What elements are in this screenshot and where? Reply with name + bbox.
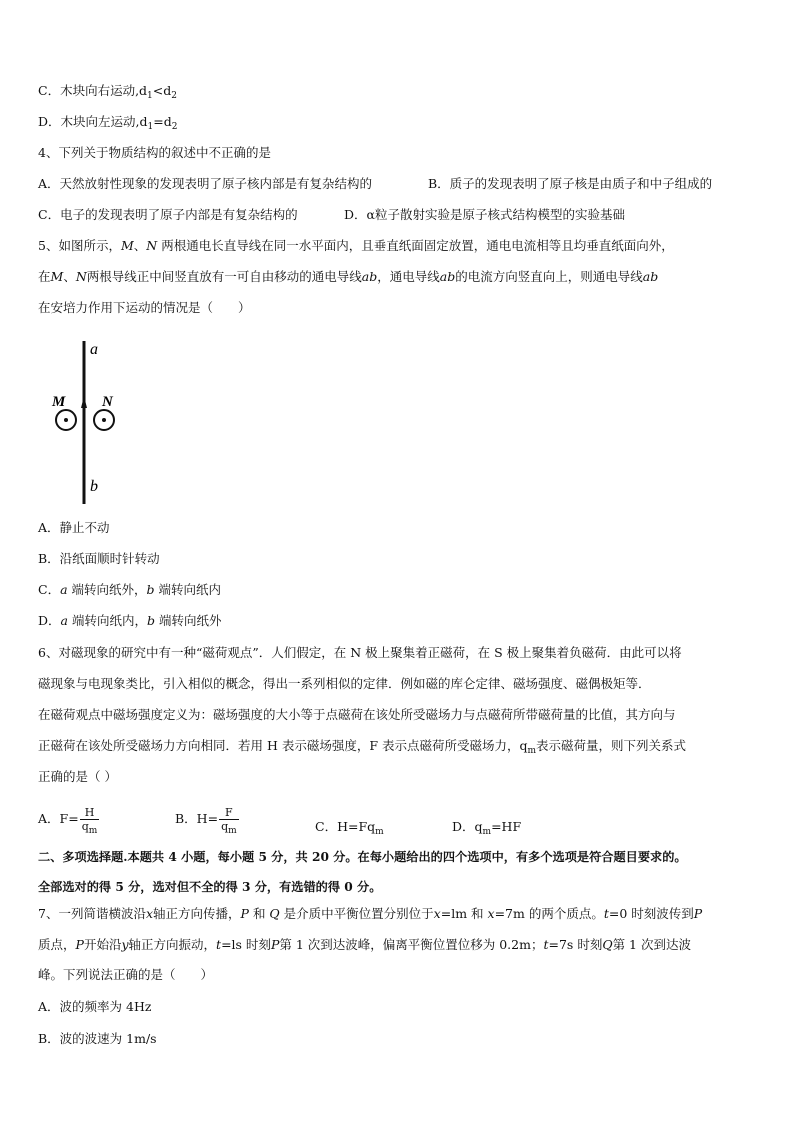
q6-stem-line4: 正磁荷在该处所受磁场力方向相同．若用 H 表示磁场强度，F 表示点磁荷所受磁场力，$q_m$表示磁荷量，则下列关系式 bbox=[38, 738, 687, 756]
q5-stem-line2: 在M、N两根导线正中间竖直放有一可自由移动的通电导线ab，通电导线ab的电流方向竖直向上，则通电导线ab bbox=[38, 269, 659, 284]
q5-stem-line1: 5、如图所示，M、N 两根通电长直导线在同一水平面内，且垂直纸面固定放置，通电电流相等且均垂直纸面向外， bbox=[38, 238, 674, 253]
q4-stem: 4、下列关于物质结构的叙述中不正确的是 bbox=[38, 145, 271, 160]
q5-figure bbox=[46, 336, 126, 508]
q7-option-b: B．波的波速为 1m/s bbox=[38, 1031, 157, 1046]
q6-option-c: C．$H=Fq_m$ bbox=[315, 819, 384, 837]
label-b: b bbox=[90, 478, 98, 495]
q4-option-b: B．质子的发现表明了原子核是由质子和中子组成的 bbox=[428, 176, 713, 191]
q5-stem-line3: 在安培力作用下运动的情况是（ ） bbox=[38, 300, 251, 315]
prev-option-c: C．木块向右运动$,d_1<d_2$ bbox=[38, 83, 177, 101]
q6-option-b: B．H= $\frac{F}{q_m}$ bbox=[175, 806, 237, 836]
q4-option-c: C．电子的发现表明了原子内部是有复杂结构的 bbox=[38, 207, 298, 222]
wire-m-dot bbox=[64, 418, 68, 422]
q5-option-b: B．沿纸面顺时针转动 bbox=[38, 551, 160, 566]
fraction: $\frac{F}{q_m}$ bbox=[221, 806, 237, 836]
q7-stem-line3: 峰。下列说法正确的是（ ） bbox=[38, 967, 214, 982]
q7-option-a: A．波的频率为 4Hz bbox=[38, 999, 152, 1014]
q6-stem-line3: 在磁荷观点中磁场强度定义为：磁场强度的大小等于点磁荷在该处所受磁场力与点磁荷所带磁荷量的比值，其方向与 bbox=[38, 707, 676, 722]
fraction: $\frac{H}{q_m}$ bbox=[81, 806, 98, 836]
label-n: N bbox=[102, 394, 113, 410]
q6-stem-line1: 6、对磁现象的研究中有一种“磁荷观点”．人们假定，在 N 极上聚集着正磁荷，在 S 极上聚集着负磁荷．由此可以将 bbox=[38, 645, 682, 660]
label-a: a bbox=[90, 341, 98, 358]
q5-option-c: C．a 端转向纸外，b 端转向纸内 bbox=[38, 582, 222, 597]
q4-option-d: D．α粒子散射实验是原子核式结构模型的实验基础 bbox=[344, 207, 625, 222]
wire-n-dot bbox=[102, 418, 106, 422]
q6-stem-line2: 磁现象与电现象类比，引入相似的概念，得出一系列相似的定律．例如磁的库仑定律、磁场强度、磁偶极矩等． bbox=[38, 676, 651, 691]
q6-option-a: A．F= $\frac{H}{q_m}$ bbox=[38, 806, 98, 836]
q7-stem-line1: 7、一列简谐横波沿x轴正方向传播，P 和 Q 是介质中平衡位置分别位于x=lm 和 x=7m 的两个质点。t=0 时刻波传到P bbox=[38, 906, 703, 921]
label-m: M bbox=[52, 394, 66, 410]
current-arrow-icon bbox=[81, 396, 87, 408]
section2-instructions-line1: 二、多项选择题.本题共 4 小题，每小题 5 分，共 20 分。在每小题给出的四个选项中，有多个选项是符合题目要求的。 bbox=[38, 850, 687, 864]
q7-stem-line2: 质点，P开始沿y轴正方向振动，t=ls 时刻P第 1 次到达波峰，偏离平衡位置位移为 0.2m；t=7s 时刻Q第 1 次到达波 bbox=[38, 937, 691, 952]
q5-option-a: A．静止不动 bbox=[38, 520, 110, 535]
q4-option-a: A．天然放射性现象的发现表明了原子核内部是有复杂结构的 bbox=[38, 176, 373, 191]
q6-stem-line5: 正确的是（ ） bbox=[38, 769, 117, 784]
section2-instructions-line2: 全部选对的得 5 分，选对但不全的得 3 分，有选错的得 0 分。 bbox=[38, 880, 382, 894]
q5-option-d: D．a 端转向纸内，b 端转向纸外 bbox=[38, 613, 222, 628]
q6-option-d: D．$q_m=HF$ bbox=[452, 819, 522, 837]
prev-option-d: D．木块向左运动$,d_1=d_2$ bbox=[38, 114, 178, 132]
